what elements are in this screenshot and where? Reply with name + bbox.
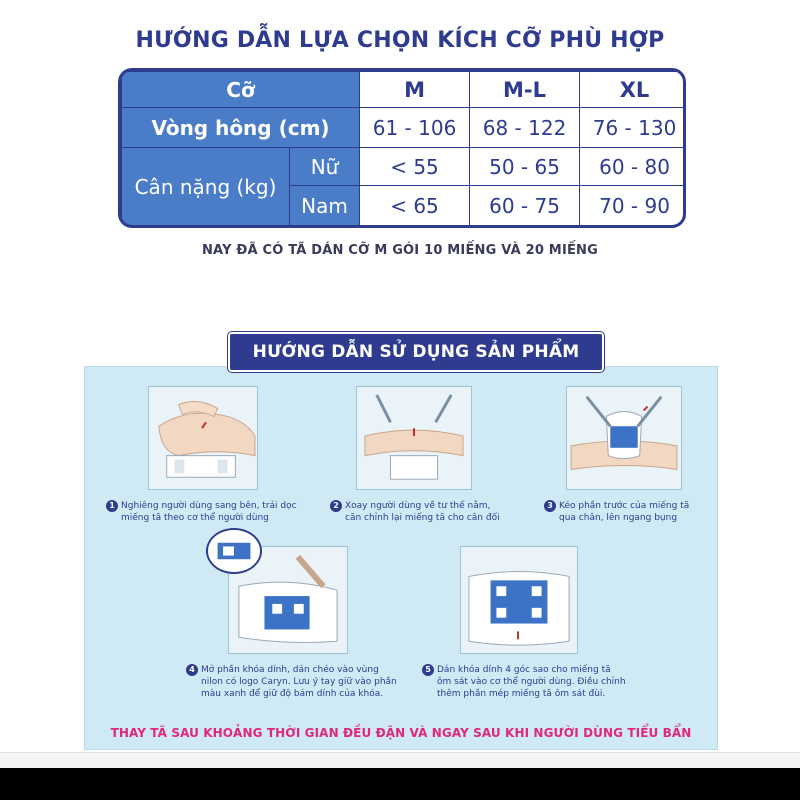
size-guide-title: HƯỚNG DẪN LỰA CHỌN KÍCH CỠ PHÙ HỢP <box>135 28 665 53</box>
size-m-header: M <box>360 72 470 108</box>
diaper-change-reminder: THAY TÃ SAU KHOẢNG THỜI GIAN ĐỀU ĐẶN VÀ NGAY SAU KHI NGƯỜI DÙNG TIỂU BẨN <box>110 726 692 740</box>
step-2-number: 2 <box>330 500 342 512</box>
step-4-text-line-2: nilon có logo Caryn. Lưu ý tay giữ vào phần <box>201 677 397 687</box>
step-3-text-line-2: qua chân, lên ngang bụng <box>559 513 678 523</box>
female-m-cell: < 55 <box>360 148 470 186</box>
male-ml-cell: 60 - 75 <box>470 186 580 226</box>
hip-xl-cell: 76 - 130 <box>580 108 686 148</box>
step-5-text-line-1: Dán khóa dính 4 góc sao cho miếng tã <box>437 665 611 675</box>
step-5-illustration <box>460 546 578 654</box>
size-availability-note: NAY ĐÃ CÓ TÃ DÁN CỠ M GÓI 10 MIẾNG VÀ 20 MIẾNG <box>201 243 599 258</box>
size-header-cell: Cỡ <box>122 72 360 108</box>
step-4-number: 4 <box>186 664 198 676</box>
diaper-step-3-icon <box>567 387 681 489</box>
hip-m-cell: 61 - 106 <box>360 108 470 148</box>
diaper-step-1-icon <box>149 387 257 489</box>
step-3-caption <box>544 500 714 524</box>
bottom-strip <box>0 752 800 768</box>
step-5-number: 5 <box>422 664 434 676</box>
step-4-caption <box>186 664 416 700</box>
size-table <box>121 71 686 226</box>
size-ml-header: M-L <box>470 72 580 108</box>
female-ml-cell: 50 - 65 <box>470 148 580 186</box>
size-chart <box>118 68 686 228</box>
male-xl-cell: 70 - 90 <box>580 186 686 226</box>
step-3-number: 3 <box>544 500 556 512</box>
step-1-number: 1 <box>106 500 118 512</box>
step-5-caption <box>422 664 652 700</box>
step-5-text-line-3: thêm phần mép miếng tã ôm sát đùi. <box>437 689 606 699</box>
step-3-illustration <box>566 386 682 490</box>
bottom-black-bar <box>0 768 800 800</box>
step-3-text-line-1: Kéo phần trước của miếng tã <box>559 501 690 511</box>
step-4-text-line-1: Mở phần khóa dính, dán chéo vào vùng <box>201 665 379 675</box>
diaper-step-2-icon <box>357 387 471 489</box>
step-1-caption <box>106 500 306 524</box>
table-row-hip <box>122 108 687 148</box>
tape-closeup-icon <box>208 530 260 572</box>
female-label-cell: Nữ <box>290 148 360 186</box>
step-2-text-line-1: Xoay người dùng về tư thế nằm, <box>345 501 491 511</box>
male-m-cell: < 65 <box>360 186 470 226</box>
step-2-text-line-2: căn chỉnh lại miếng tã cho cân đối <box>345 513 500 523</box>
step-4-zoom-inset <box>206 528 262 574</box>
diaper-step-5-icon <box>461 547 577 653</box>
step-1-text-line-2: miếng tã theo cơ thể người dùng <box>121 513 269 523</box>
table-header-row <box>122 72 687 108</box>
hip-ml-cell: 68 - 122 <box>470 108 580 148</box>
hip-label-cell: Vòng hông (cm) <box>122 108 360 148</box>
step-2-illustration <box>356 386 472 490</box>
weight-label-cell: Cân nặng (kg) <box>122 148 290 226</box>
step-4-text-line-3: màu xanh để giữ độ bám dính của khóa. <box>201 689 384 699</box>
usage-guide-title: HƯỚNG DẪN SỬ DỤNG SẢN PHẨM <box>228 332 604 372</box>
size-xl-header: XL <box>580 72 686 108</box>
table-row-female <box>122 148 687 186</box>
step-5-text-line-2: ôm sát vào cơ thể người dùng. Điều chỉnh <box>437 677 626 687</box>
step-1-text-line-1: Nghiêng người dùng sang bên, trải dọc <box>121 501 297 511</box>
step-2-caption <box>330 500 530 524</box>
female-xl-cell: 60 - 80 <box>580 148 686 186</box>
male-label-cell: Nam <box>290 186 360 226</box>
step-1-illustration <box>148 386 258 490</box>
